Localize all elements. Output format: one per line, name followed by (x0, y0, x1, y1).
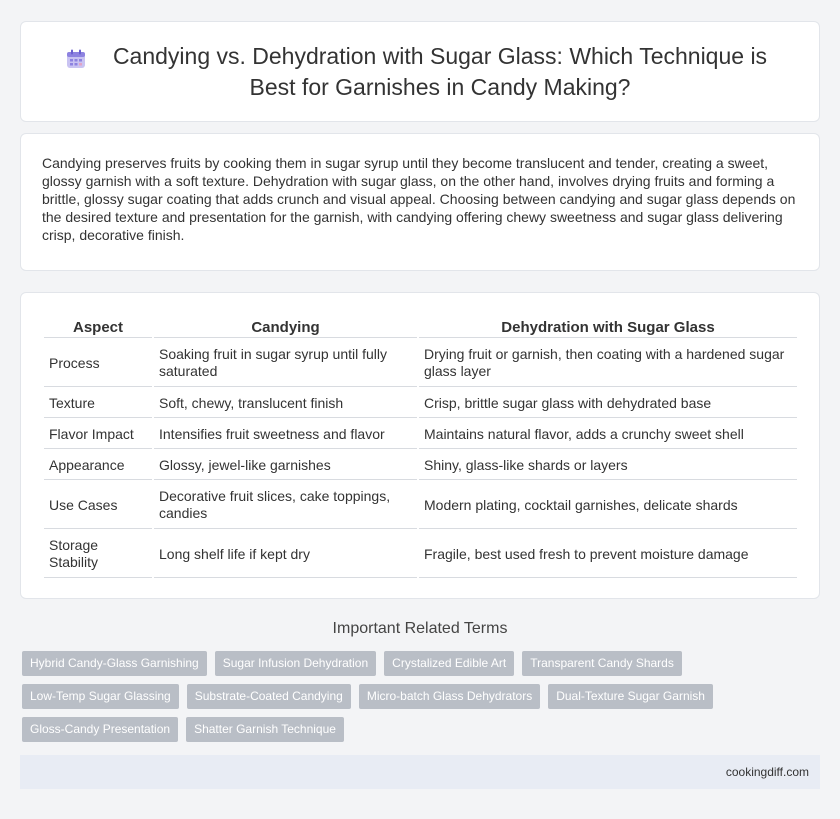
cell-candying: Long shelf life if kept dry (154, 531, 417, 578)
intro-card (20, 133, 820, 271)
table-row (44, 420, 797, 449)
cell-sugar-glass: Modern plating, cocktail garnishes, delicate shards (419, 482, 797, 529)
related-term-tag[interactable]: Shatter Garnish Technique (186, 717, 344, 742)
table-row (44, 531, 797, 578)
table-row (44, 482, 797, 529)
header-card (20, 21, 820, 122)
cell-aspect: Flavor Impact (44, 420, 152, 449)
cell-aspect: Texture (44, 389, 152, 418)
related-term-tag[interactable]: Crystalized Edible Art (384, 651, 514, 676)
footer (20, 755, 820, 789)
cell-sugar-glass: Drying fruit or garnish, then coating with a hardened sugar glass layer (419, 340, 797, 387)
related-term-tag[interactable]: Transparent Candy Shards (522, 651, 682, 676)
footer-site-link[interactable]: cookingdiff.com (725, 765, 809, 779)
table-header-row (44, 316, 797, 338)
cell-candying: Soft, chewy, translucent finish (154, 389, 417, 418)
cell-aspect: Process (44, 340, 152, 387)
intro-paragraph: Candying preserves fruits by cooking them in sugar syrup until they become translucent and tender, creating a sweet, glossy garnish with a soft texture. Dehydration with sugar glass, on the other hand, involves drying fruits and forming a brittle, glossy sugar coating that adds crunch and visual appeal. Choosing between candying and sugar glass depends on the desired texture and presentation for the garnish, with candying offering chewy sweetness and sugar glass delivering crisp, decorative finish. (42, 155, 796, 243)
related-term-tag[interactable]: Low-Temp Sugar Glassing (22, 684, 179, 709)
related-term-tag[interactable]: Dual-Texture Sugar Garnish (548, 684, 713, 709)
cell-candying: Intensifies fruit sweetness and flavor (154, 420, 417, 449)
cell-sugar-glass: Shiny, glass-like shards or layers (419, 451, 797, 480)
related-term-tag[interactable]: Gloss-Candy Presentation (22, 717, 178, 742)
table-row (44, 389, 797, 418)
related-term-tag[interactable]: Substrate-Coated Candying (187, 684, 351, 709)
cell-aspect: Use Cases (44, 482, 152, 529)
cell-candying: Soaking fruit in sugar syrup until fully saturated (154, 340, 417, 387)
cell-candying: Decorative fruit slices, cake toppings, candies (154, 482, 417, 529)
cell-sugar-glass: Crisp, brittle sugar glass with dehydrated base (419, 389, 797, 418)
cell-candying: Glossy, jewel-like garnishes (154, 451, 417, 480)
related-term-tag[interactable]: Micro-batch Glass Dehydrators (359, 684, 540, 709)
cell-sugar-glass: Maintains natural flavor, adds a crunchy sweet shell (419, 420, 797, 449)
cell-aspect: Storage Stability (44, 531, 152, 578)
page-title: Candying vs. Dehydration with Sugar Glass: Which Technique is Best for Garnishes in Candy Making? (112, 42, 768, 100)
table-row (44, 451, 797, 480)
header-candying: Candying (154, 316, 417, 338)
cell-aspect: Appearance (44, 451, 152, 480)
cell-sugar-glass: Fragile, best used fresh to prevent moisture damage (419, 531, 797, 578)
comparison-table-card (20, 292, 820, 599)
header-aspect: Aspect (44, 316, 152, 338)
table-row (44, 340, 797, 387)
header-sugar-glass: Dehydration with Sugar Glass (419, 316, 797, 338)
related-term-tag[interactable]: Sugar Infusion Dehydration (215, 651, 376, 676)
related-term-tag[interactable]: Hybrid Candy-Glass Garnishing (22, 651, 207, 676)
related-terms-heading: Important Related Terms (332, 620, 508, 637)
comparison-table (42, 314, 799, 580)
related-terms-list (22, 651, 812, 742)
